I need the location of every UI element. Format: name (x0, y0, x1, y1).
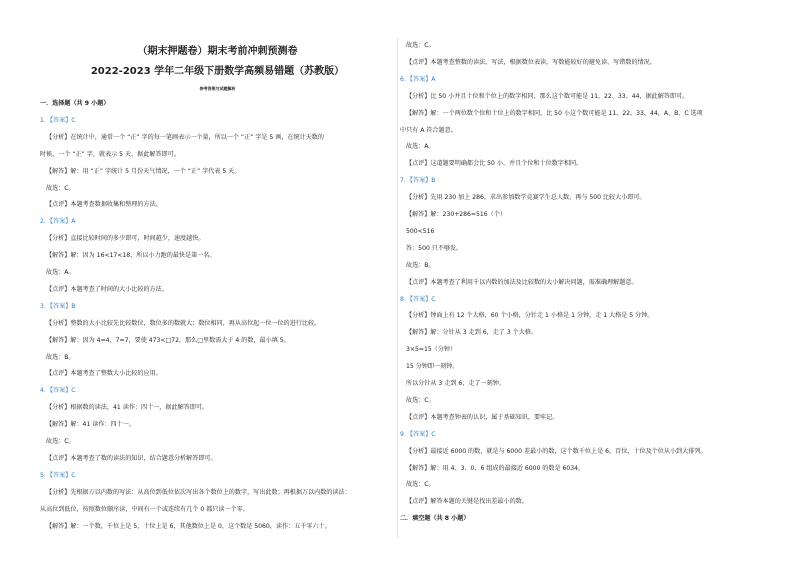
left-text-line: 3．【答案】B (40, 302, 76, 310)
right-text-line: 【点评】本题考查钟表的认识，属于基础知识，要牢记。 (406, 413, 559, 421)
left-text-line: 【解答】解：因为 4=4，7=7，要使 473<□72，那么□里数需大于 4 的数，最小填 5。 (46, 336, 290, 344)
right-text-line: 【解答】解：用 4、3、0、6 组成的最接近 6000 的数是 6034。 (406, 464, 585, 472)
right-text-line: 故选：C。 (406, 42, 435, 49)
left-text-line: 【分析】根据数的读法，41 读作：四十一，据此解答即可。 (46, 404, 209, 412)
right-text-line: 9．【答案】C (400, 430, 436, 438)
left-text-line: 【点评】本题考查数据收集和整理的方法。 (46, 201, 162, 209)
right-text-line: 【点评】本题考查了利用千以内数的加法及比较数的大小解决问题，需准确理解题意。 (406, 278, 638, 286)
left-text-line: 1．【答案】C (40, 116, 76, 124)
right-text-line: 【分析】钟面上有 12 个大格，60 个小格，分针走 1 小格是 1 分钟，走 1 大格是 5 分钟。 (406, 312, 654, 320)
left-text-line: 【分析】直接比较时间的多少即可，时间越少，速度越快。 (46, 235, 205, 243)
right-text-line: 【分析】最接近 6000 的数，就是与 6000 差最小的数，这个数千位上是 6，百位、十位及个位从小到大排列。 (406, 447, 707, 455)
right-text-line: 【解答】解：分针从 3 走到 6，走了 3 个大格。 (406, 329, 538, 337)
right-text-line: 【分析】比 50 小并且十位和个位上的数字相同，那么这个数可能是 11、22、33、44，据此解答即可。 (406, 92, 689, 100)
left-text-line: 【解答】解：用 “正” 字统计 5 月份天气情况，一个 “正” 字代表 5 天。 (46, 167, 241, 175)
right-text-line: 【点评】这道题要明确都会比 50 小，并且个位和十位数字相同。 (406, 160, 583, 168)
left-text-line: 5．【答案】C (40, 471, 76, 479)
right-text-line: 故选：C。 (406, 396, 435, 404)
right-text-line: 8．【答案】C (400, 295, 436, 303)
right-text-line: 【分析】先用 230 加上 286，求出参加数学竞赛学生总人数，再与 500 比较大小即可。 (406, 194, 646, 202)
left-text-line: 【解答】解：一个数，千位上是 5，十位上是 6，其他数位上是 0，这个数是 5060，读作：五千零六十。 (46, 522, 331, 530)
left-text-line: 4．【答案】C (40, 387, 76, 395)
document-title-line2: 2022-2023 学年二年级下册数学高频易错题（苏教版） (90, 66, 345, 77)
right-text-line: 故选：C。 (406, 481, 435, 489)
column-divider (397, 38, 398, 538)
right-text-line: 所以分针从 3 走到 6，走了一刻钟。 (406, 380, 505, 387)
document-title-line1: （期末押题卷）期末考前冲刺预测卷 (137, 46, 298, 57)
right-text-line: 【点评】本题考查整数的读法、写法，根据数位表读、写数能较好的避免读、写错数的情况。 (406, 58, 656, 66)
left-text-line: 时候，一个 “正” 字，就表示 5 天，据此解答即可。 (40, 150, 180, 158)
right-text-line: 15 分钟即一刻钟。 (406, 363, 459, 371)
right-text-line: 【点评】解答本题的关键是找出差最小的数。 (406, 498, 528, 506)
right-text-line: 6．【答案】A (400, 75, 436, 83)
right-text-line: 【解答】解：230+286=516（个） (406, 211, 506, 218)
left-text-line: 2．【答案】A (40, 218, 76, 226)
left-text-line: 故选：C。 (46, 184, 75, 192)
left-text-line: 故选：B。 (46, 353, 75, 361)
left-text-line: 【点评】本题考查了数的读法的知识，结合题意分析解答即可。 (46, 454, 217, 462)
right-text-line: 中只有 A 符合题意。 (400, 126, 457, 134)
right-text-line: 500<516 (406, 227, 435, 235)
left-text-line: 【解答】解：41 读作：四十一。 (46, 421, 135, 429)
left-text-line: 【解答】解：因为 16<17<18，所以小力跑的最快是第一名。 (46, 252, 216, 260)
left-text-line: 【点评】本题考查了整数大小比较的应用。 (46, 370, 162, 378)
right-text-line: 二．填空题（共 8 小题） (400, 515, 470, 523)
left-text-line: 从高位到低位，按照数位顺序读，中间有一个或连续有几个 0 都只读一个零。 (40, 505, 249, 513)
right-text-line: 故选：A。 (406, 143, 435, 151)
left-text-line: 一．选择题（共 9 小题） (40, 100, 110, 107)
left-text-line: 【分析】整数的大小比较先比较数位，数位多的数就大；数位相同，再从高位起一位一位的进行比较。 (46, 319, 321, 327)
right-text-line: 7．【答案】B (400, 177, 436, 185)
left-text-line: 【点评】本题考查了时间的大小比较的方法。 (46, 285, 168, 293)
right-text-line: 3×5=15（分钟） (406, 346, 457, 354)
right-text-line: 故选：B。 (406, 261, 435, 269)
left-text-line: 故选：C。 (46, 438, 75, 445)
left-text-line: 【分析】先根据万以内数的写法：从高位到低位依次写出各个数位上的数字，写出此数；再根据万以内数的读法： (46, 488, 351, 496)
right-text-line: 【解答】解：一个两位数个位和十位上的数字相同，比 50 小这个数可能是 11、22、33、44，A、B、C 选项 (406, 109, 703, 117)
right-text-line: 答：500 只不够发。 (406, 244, 463, 252)
left-text-line: 故选：A。 (46, 269, 75, 276)
document-subtitle: 参考答案与试题解析 (199, 86, 236, 91)
left-text-line: 【分析】在统计中，通常一个 “正” 字的每一笔画表示一个量，所以一个 “正” 字是 5 画，在统计天数的 (46, 133, 324, 141)
